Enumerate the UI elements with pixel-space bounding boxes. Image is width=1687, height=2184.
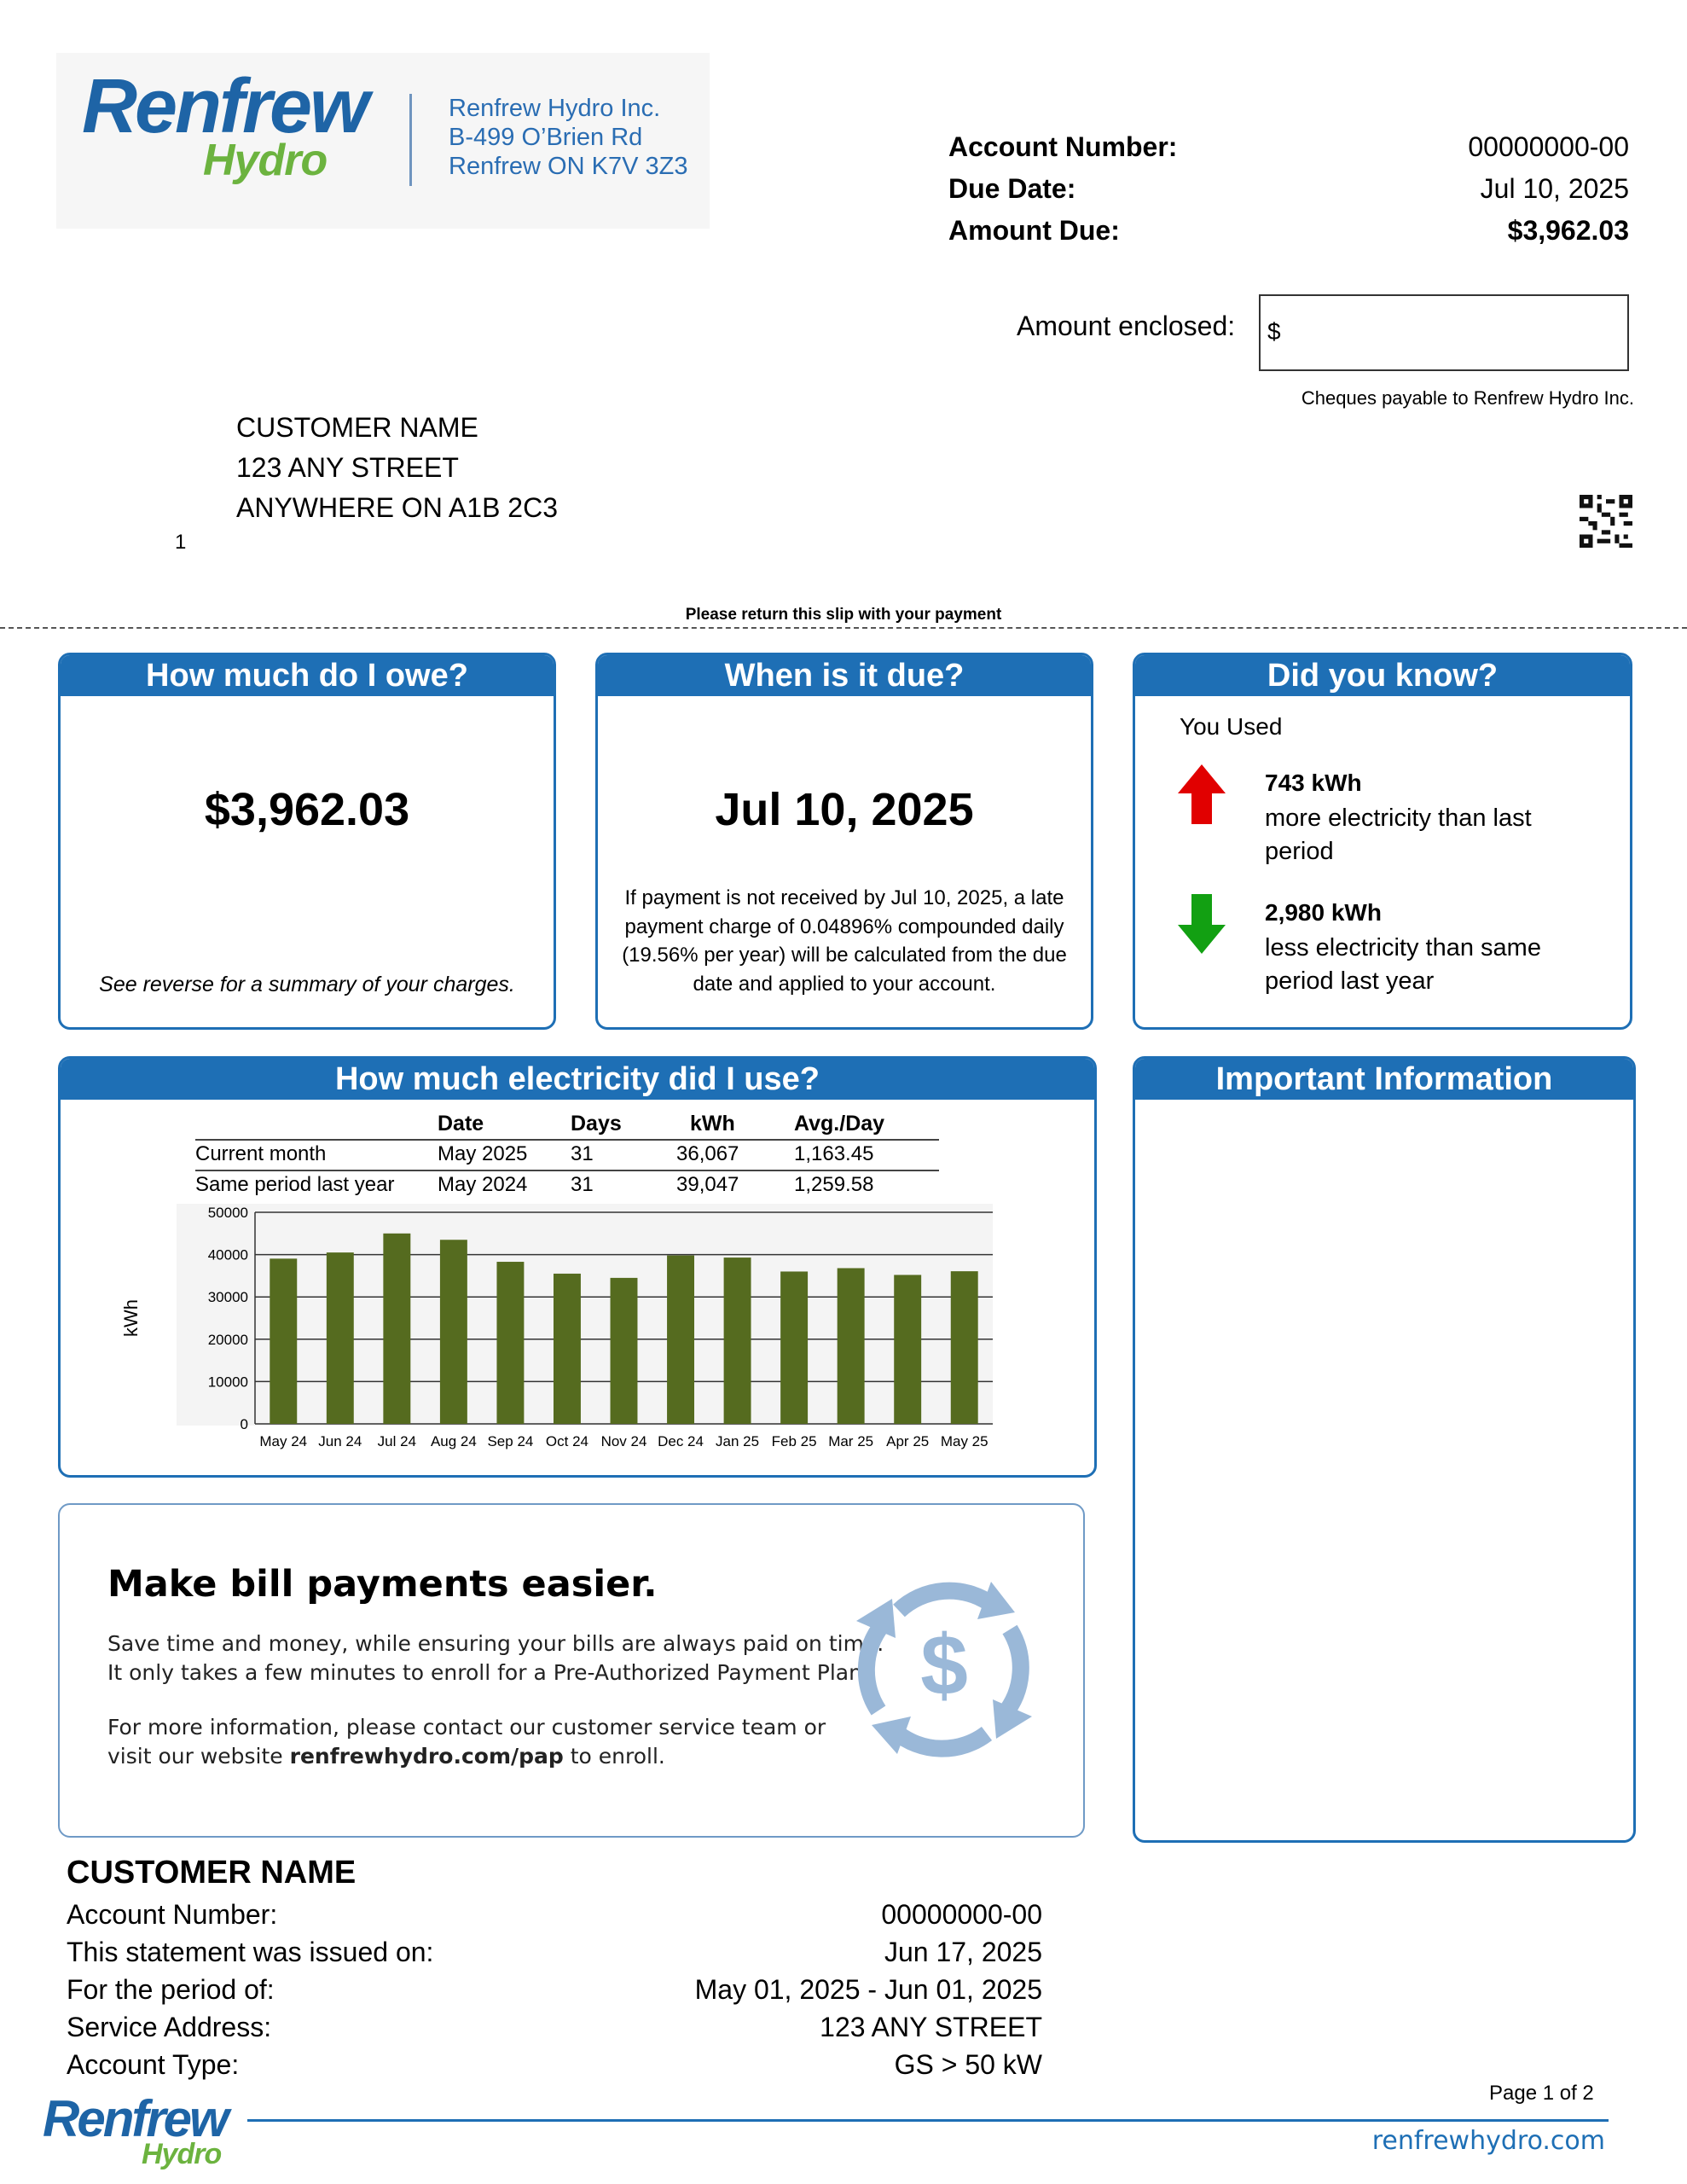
summary-value: Jun 17, 2025	[884, 1937, 1042, 1967]
x-tick-label: Oct 24	[545, 1433, 589, 1449]
bar	[838, 1268, 865, 1424]
logo-renfrew: Renfrew	[82, 64, 368, 149]
customer-street: 123 ANY STREET	[236, 452, 459, 483]
qr-code-icon	[1580, 495, 1632, 548]
arrow-down-icon	[1178, 894, 1226, 954]
x-tick-label: Aug 24	[430, 1433, 477, 1449]
bar	[554, 1274, 581, 1424]
due-date-value: Jul 10, 2025	[1480, 173, 1629, 204]
return-slip-note: Please return this slip with your payment	[685, 606, 1002, 624]
recurring-payment-icon	[846, 1570, 1042, 1766]
summary-label: Service Address:	[67, 2012, 272, 2042]
chart-background	[177, 1204, 993, 1426]
x-tick-label: Jul 24	[377, 1433, 417, 1449]
bar	[383, 1234, 410, 1424]
usage-panel	[58, 1056, 1097, 1478]
account-number-label: Account Number:	[948, 131, 1178, 162]
bar	[496, 1262, 524, 1424]
bar	[667, 1256, 694, 1424]
know-title: Did you know?	[1135, 655, 1630, 696]
table-row	[195, 1170, 939, 1200]
x-tick-label: May 24	[259, 1433, 308, 1449]
due-title: When is it due?	[598, 655, 1091, 696]
more-usage-value: 743 kWh	[1265, 770, 1362, 796]
usage-bar-chart	[110, 1204, 993, 1468]
owe-amount: $3,962.03	[204, 784, 410, 835]
customer-name: CUSTOMER NAME	[236, 412, 478, 443]
logo-divider	[409, 94, 412, 186]
row-label: Current month	[195, 1142, 327, 1165]
summary-label: This statement was issued on:	[67, 1937, 434, 1967]
y-tick-label: 30000	[207, 1289, 248, 1306]
less-usage-text: less electricity than same period last year	[1265, 934, 1541, 995]
late-payment-note: If payment is not received by Jul 10, 2025, a late payment charge of 0.04896% compounded daily (19.56% per year) will be calculated from the due date and applied to your account.	[622, 886, 1067, 996]
row-date: May 2024	[438, 1173, 528, 1196]
y-tick-label: 0	[240, 1416, 248, 1432]
footer-website-link[interactable]: renfrewhydro.com	[1371, 2126, 1605, 2156]
info-title: Important Information	[1135, 1059, 1633, 1100]
x-tick-label: Sep 24	[487, 1433, 534, 1449]
x-tick-label: Nov 24	[600, 1433, 647, 1449]
svg-text:$: $	[920, 1618, 968, 1713]
row-days: 31	[571, 1173, 594, 1196]
x-tick-label: Jun 24	[318, 1433, 362, 1449]
footer-rule	[247, 2119, 1609, 2122]
company-name: Renfrew Hydro Inc.	[449, 95, 661, 122]
due-date-label: Due Date:	[948, 173, 1076, 204]
currency-symbol: $	[1267, 318, 1281, 345]
row-label: Same period last year	[195, 1173, 395, 1196]
footer-logo-hydro: Hydro	[142, 2138, 222, 2170]
pap-promo-box	[58, 1503, 1085, 1838]
x-tick-label: May 25	[940, 1433, 988, 1449]
company-logo-panel	[56, 53, 710, 229]
x-tick-label: Apr 25	[886, 1433, 930, 1449]
row-avg: 1,163.45	[794, 1142, 874, 1165]
less-usage-value: 2,980 kWh	[1265, 899, 1382, 926]
x-tick-label: Dec 24	[658, 1433, 704, 1449]
summary-labels	[67, 1896, 433, 2083]
y-tick-label: 10000	[207, 1374, 248, 1391]
table-row	[195, 1139, 939, 1170]
did-you-know-panel	[1133, 653, 1632, 1030]
summary-value: 00000000-00	[881, 1899, 1042, 1930]
important-info-panel	[1133, 1056, 1636, 1843]
promo-line: Save time and money, while ensuring your bills are always paid on time.	[107, 1631, 884, 1656]
summary-customer-name: CUSTOMER NAME	[67, 1855, 357, 1891]
bar	[894, 1275, 921, 1424]
row-date: May 2025	[438, 1142, 528, 1165]
col-date: Date	[438, 1112, 484, 1136]
cheques-note: Cheques payable to Renfrew Hydro Inc.	[1301, 387, 1634, 409]
y-tick-label: 40000	[207, 1246, 248, 1263]
due-panel	[595, 653, 1093, 1030]
customer-city: ANYWHERE ON A1B 2C3	[236, 492, 558, 523]
promo-line: It only takes a few minutes to enroll for a Pre-Authorized Payment Plan.	[107, 1660, 869, 1685]
row-avg: 1,259.58	[794, 1173, 874, 1196]
summary-label: Account Number:	[67, 1899, 278, 1930]
mail-sequence-number: 1	[175, 531, 187, 554]
usage-table-header	[195, 1108, 939, 1139]
x-tick-label: Jan 25	[716, 1433, 760, 1449]
amount-enclosed-label: Amount enclosed:	[1017, 311, 1236, 341]
account-number-value: 00000000-00	[1468, 131, 1629, 162]
promo-title: Make bill payments easier.	[107, 1563, 658, 1606]
promo-line: visit our website renfrewhydro.com/pap to enroll.	[107, 1744, 665, 1769]
promo-body	[107, 1629, 884, 1771]
tear-off-line	[0, 627, 1687, 629]
col-avg-day: Avg./Day	[794, 1112, 885, 1136]
col-kwh: kWh	[690, 1112, 735, 1136]
owe-note: See reverse for a summary of your charges.	[99, 973, 515, 996]
summary-value: May 01, 2025 - Jun 01, 2025	[694, 1974, 1042, 2005]
x-tick-label: Mar 25	[828, 1433, 874, 1449]
summary-label: Account Type:	[67, 2049, 240, 2080]
amount-due-label: Amount Due:	[948, 215, 1120, 246]
bar	[611, 1278, 638, 1424]
summary-value: 123 ANY STREET	[820, 2012, 1042, 2042]
bar	[724, 1258, 751, 1424]
company-address-line2: Renfrew ON K7V 3Z3	[449, 153, 688, 180]
usage-title: How much electricity did I use?	[61, 1059, 1094, 1100]
remit-values	[1288, 126, 1629, 252]
bar	[327, 1252, 354, 1424]
know-intro: You Used	[1180, 713, 1283, 740]
bar	[951, 1271, 978, 1424]
customer-mailing-address	[236, 408, 558, 528]
bar	[780, 1271, 808, 1424]
owe-panel	[58, 653, 556, 1030]
due-date: Jul 10, 2025	[715, 784, 974, 835]
owe-title: How much do I owe?	[61, 655, 554, 696]
y-tick-label: 50000	[207, 1205, 248, 1221]
promo-line: For more information, please contact our customer service team or	[107, 1715, 826, 1740]
remit-labels	[948, 126, 1177, 252]
arrow-up-icon	[1178, 764, 1226, 824]
row-days: 31	[571, 1142, 594, 1165]
more-usage-text: more electricity than last period	[1265, 804, 1532, 865]
y-axis-label: kWh	[120, 1299, 142, 1337]
logo-hydro: Hydro	[203, 136, 328, 185]
company-address-line1: B-499 O’Brien Rd	[449, 124, 643, 151]
amount-due-value: $3,962.03	[1507, 215, 1629, 246]
pap-link[interactable]: renfrewhydro.com/pap	[289, 1744, 564, 1769]
y-tick-label: 20000	[207, 1331, 248, 1348]
row-kwh: 39,047	[676, 1173, 739, 1196]
bar	[270, 1258, 297, 1424]
row-kwh: 36,067	[676, 1142, 739, 1165]
company-address	[449, 94, 687, 181]
summary-values	[597, 1896, 1042, 2083]
footer-logo-renfrew: Renfrew	[43, 2090, 227, 2147]
col-days: Days	[571, 1112, 622, 1136]
bar	[440, 1240, 467, 1424]
summary-value: GS > 50 kW	[894, 2049, 1042, 2080]
summary-label: For the period of:	[67, 1974, 275, 2005]
page-number: Page 1 of 2	[1489, 2082, 1594, 2105]
x-tick-label: Feb 25	[771, 1433, 817, 1449]
usage-table	[195, 1108, 939, 1200]
amount-enclosed-field[interactable]	[1259, 294, 1629, 371]
